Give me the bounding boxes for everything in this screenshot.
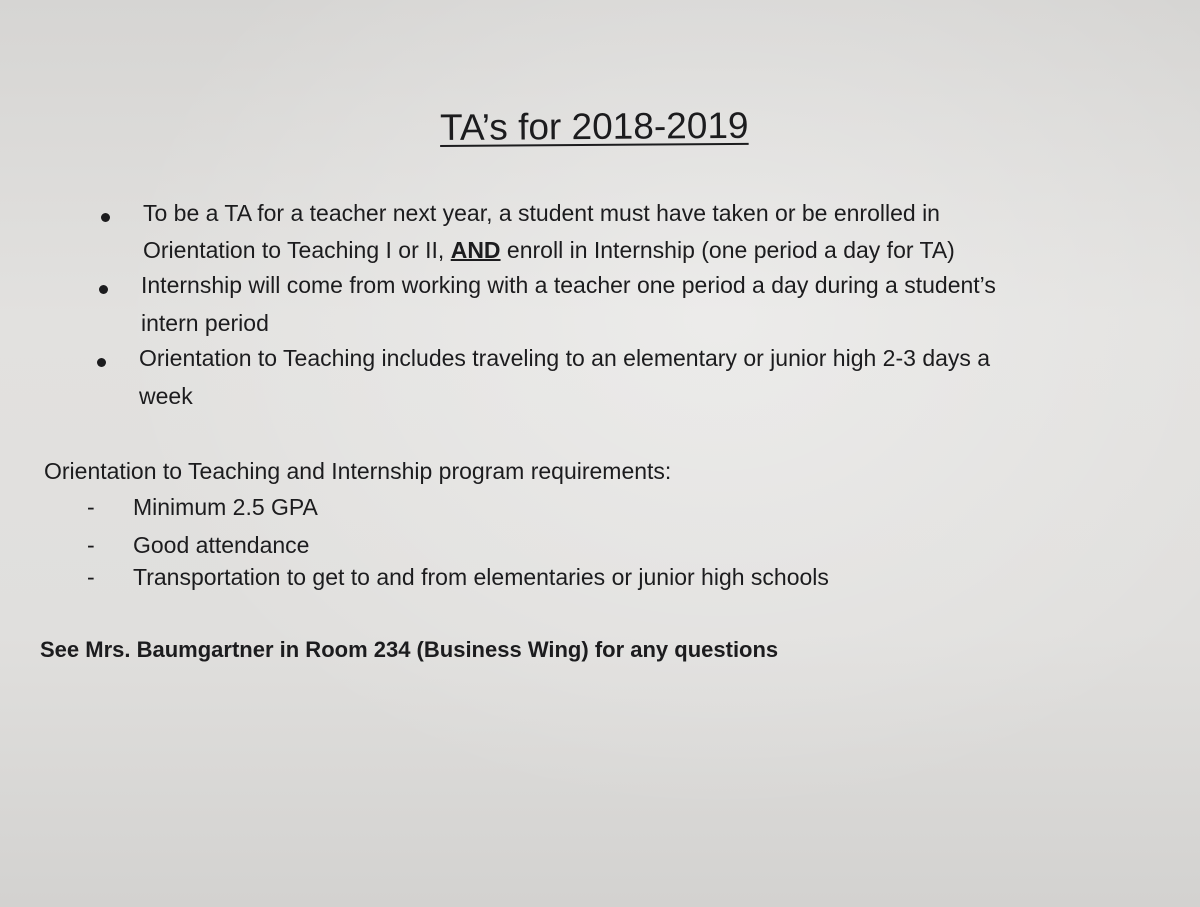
requirement-gpa: Minimum 2.5 GPA (133, 494, 318, 520)
list-item (0, 560, 1200, 594)
requirements-heading: Orientation to Teaching and Internship program requirements: (44, 458, 672, 484)
list-item (0, 528, 1200, 562)
contact-note: See Mrs. Baumgartner in Room 234 (Business Wing) for any questions (40, 637, 779, 662)
bullet-2-line-2: intern period (141, 310, 269, 336)
bullet-1-line-2-end: enroll in Internship (one period a day for TA) (500, 237, 955, 263)
bullet-text-line (143, 194, 940, 232)
bullet-icon (97, 358, 106, 367)
bullet-3-line-1: Orientation to Teaching includes traveling to an elementary or junior high 2-3 days a (139, 345, 991, 371)
bullet-2-line-1: Internship will come from working with a teacher one period a day during a student’s (141, 272, 996, 298)
requirement-attendance: Good attendance (133, 532, 310, 558)
requirement-transportation: Transportation to get to and from elementaries or junior high schools (133, 564, 829, 590)
bullet-icon (99, 285, 108, 294)
bullet-text-line (143, 231, 955, 269)
dash-marker: - (87, 494, 95, 520)
bullet-icon (101, 213, 110, 222)
list-item (0, 490, 1200, 524)
dash-marker: - (87, 564, 95, 590)
emphasis-and: AND (450, 237, 501, 263)
dash-marker: - (87, 532, 95, 558)
bullet-3-line-2: week (139, 383, 193, 409)
bullet-1-line-2-start: Orientation to Teaching I or II, (143, 237, 451, 263)
page-title: TA’s for 2018-2019 (439, 104, 749, 148)
bullet-1-line-1: To be a TA for a teacher next year, a student must have taken or be enrolled in (143, 200, 940, 226)
